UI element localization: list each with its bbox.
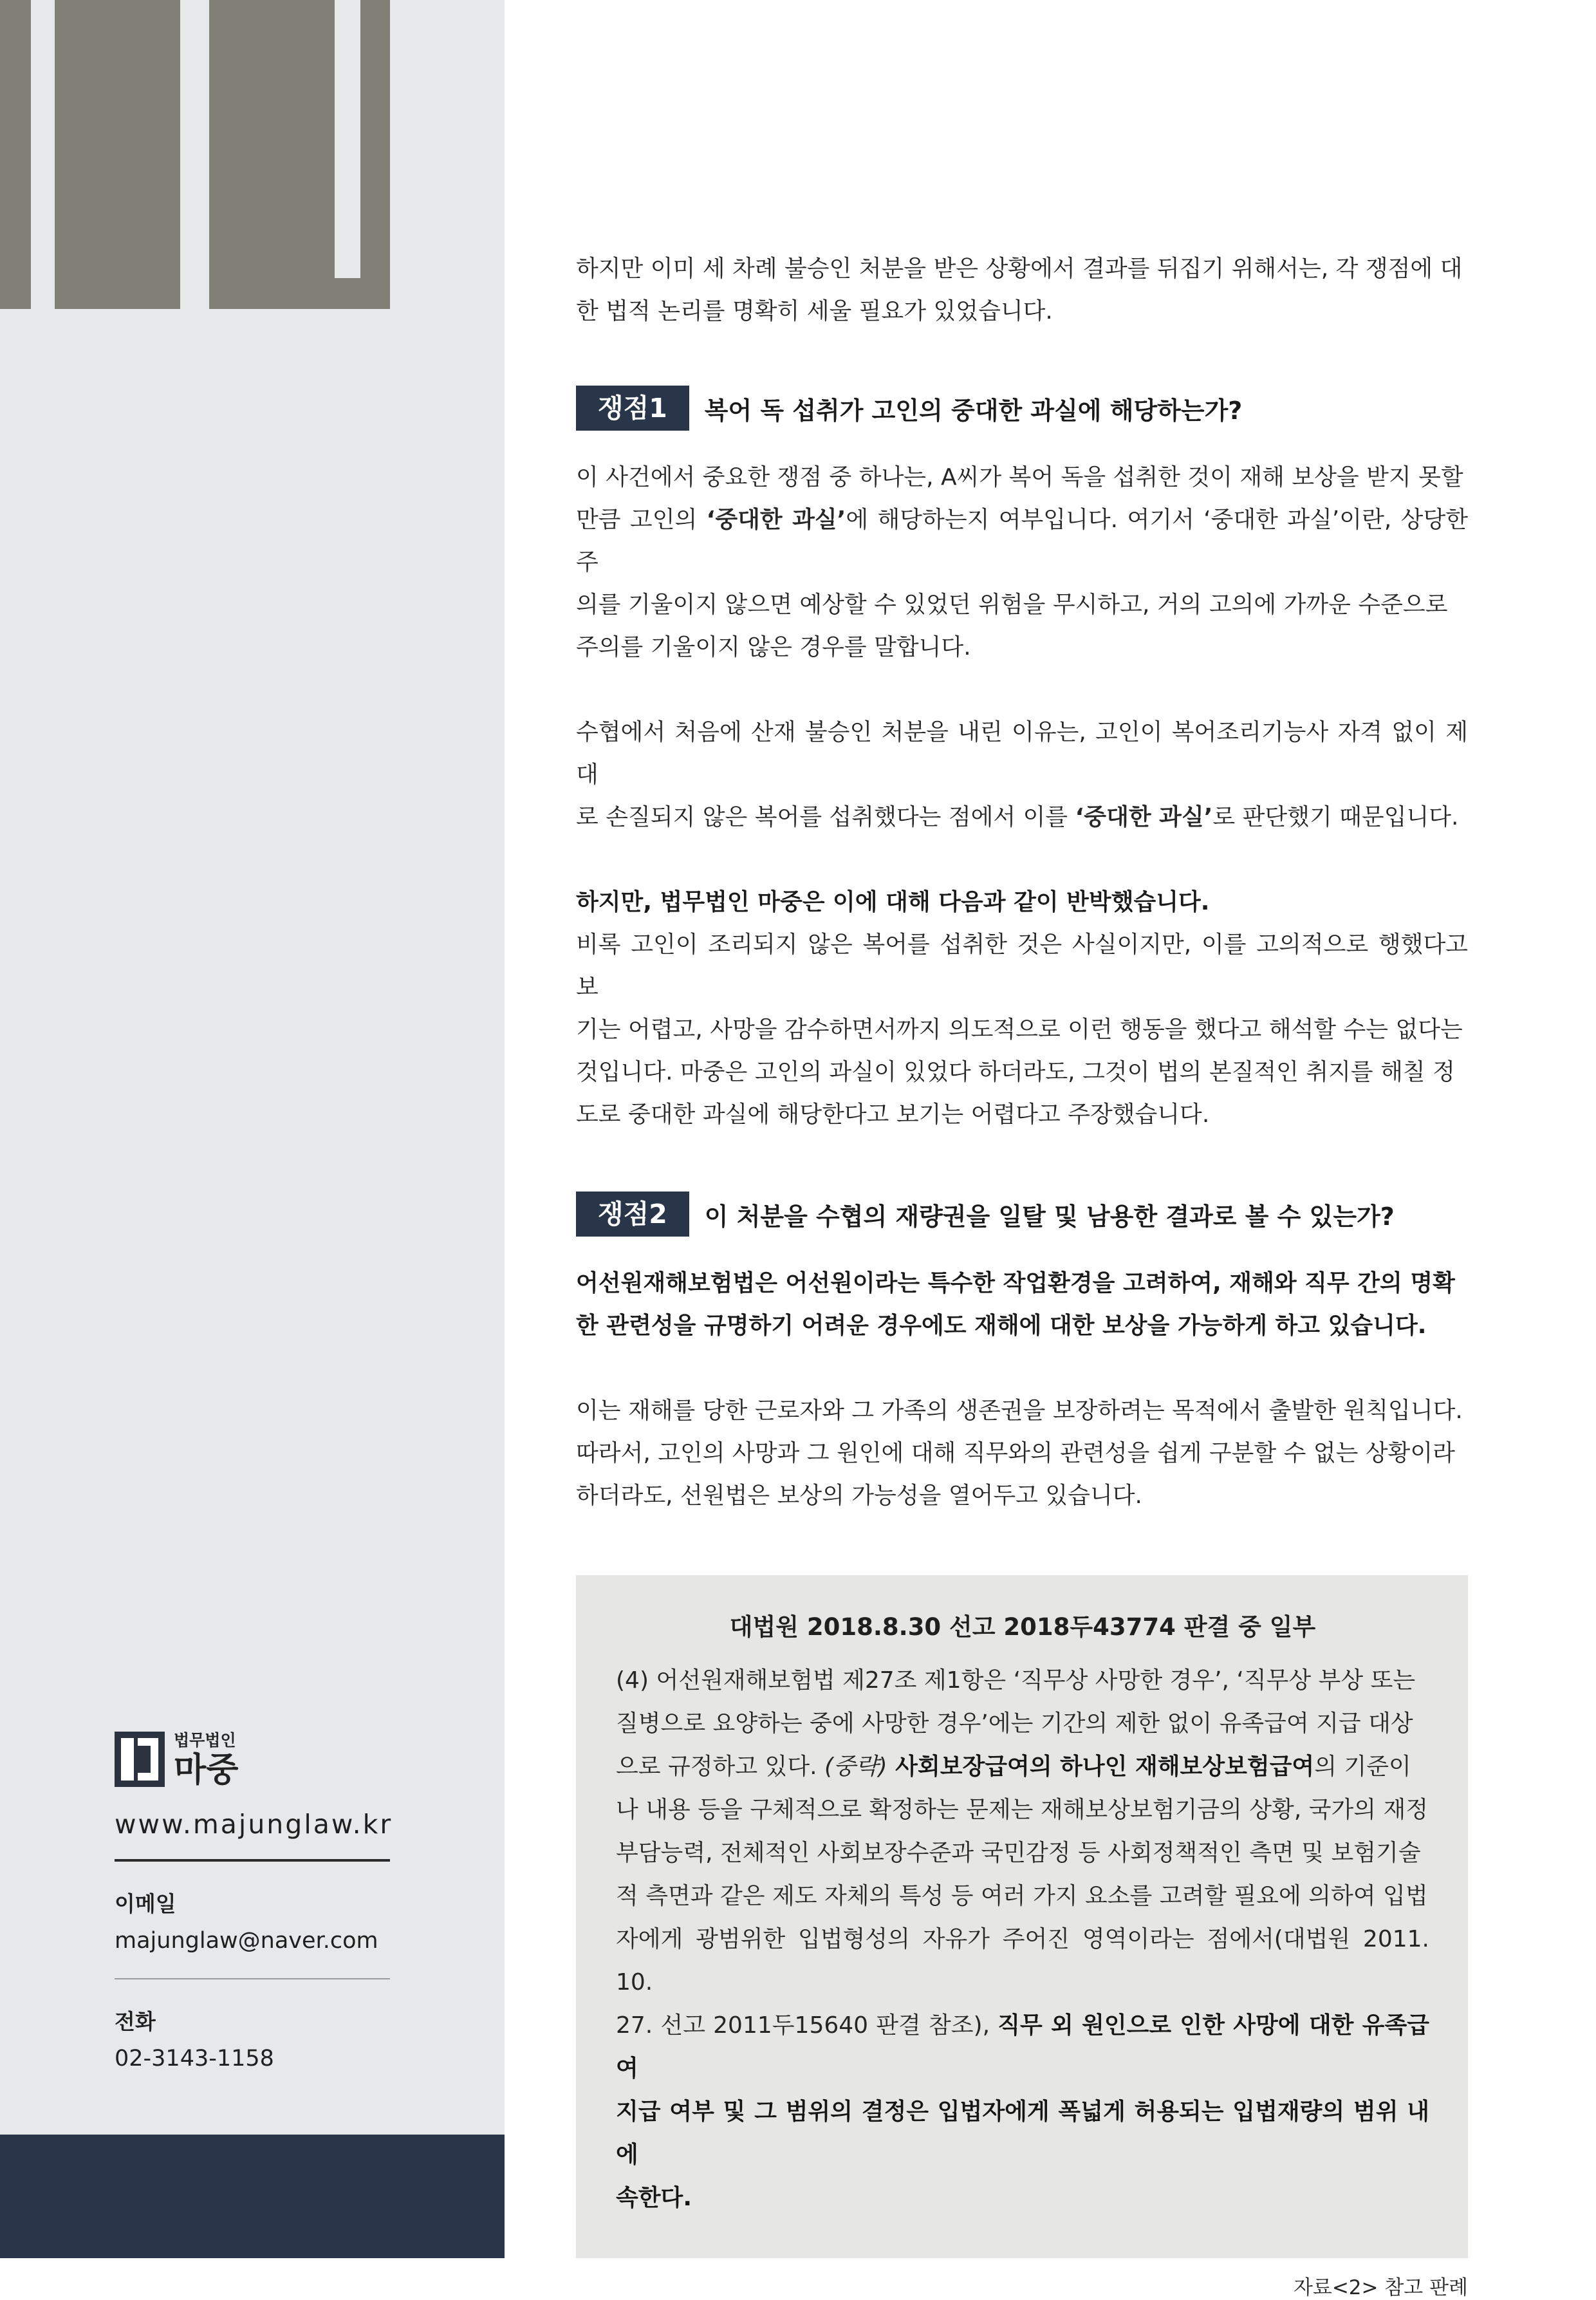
rebuttal-heading: 하지만, 법무법인 마중은 이에 대해 다음과 같이 반박했습니다. <box>576 889 1210 915</box>
text-span: 만큼 고인의 <box>576 507 707 533</box>
text-line: 주의를 기울이지 않은 경우를 말합니다. <box>576 634 971 660</box>
quote-line: (4) 어선원재해보험법 제27조 제1항은 ‘직무상 사망한 경우’, ‘직무상 부상 또는 <box>616 1667 1416 1694</box>
source-caption: 자료<2> 참고 판례 <box>1293 2276 1468 2299</box>
text-line <box>576 796 1468 839</box>
text-line: 것입니다. 마중은 고인의 과실이 있었다 하더라도, 그것이 법의 본질적인 취지를 해칠 정 <box>576 1059 1455 1085</box>
issue-2-header <box>576 1192 1468 1237</box>
issue-1-paragraph-1 <box>576 456 1468 669</box>
text-line: 어선원재해보험법은 어선원이라는 특수한 작업환경을 고려하여, 재해와 직무 간의 명확 <box>576 1270 1455 1296</box>
issue-1-tag: 쟁점1 <box>576 386 689 431</box>
text-line: 비록 고인이 조리되지 않은 복어를 섭취한 것은 사실이지만, 이를 고의적으로 행했다고 보 <box>576 931 1468 1000</box>
intro-line: 하지만 이미 세 차례 불승인 처분을 받은 상황에서 결과를 뒤집기 위해서는, 각 쟁점에 대 <box>576 256 1463 282</box>
deco-bar-2 <box>55 0 180 309</box>
firm-logo-sub: 법무법인 <box>174 1731 236 1750</box>
quote-line: 질병으로 요양하는 중에 사망한 경우’에는 기간의 제한 없이 유족급여 지급 대상 <box>616 1710 1413 1737</box>
text-line: 이 사건에서 중요한 쟁점 중 하나는, A씨가 복어 독을 섭취한 것이 재해 보상을 받지 못할 <box>576 464 1463 491</box>
deco-bar-5 <box>216 278 390 309</box>
emphasis-text: ‘중대한 과실’ <box>706 507 846 533</box>
text-span: 로 손질되지 않은 복어를 섭취했다는 점에서 이를 <box>576 804 1075 830</box>
issue-1-paragraph-3 <box>576 881 1468 1136</box>
text-line: 수협에서 처음에 산재 불승인 처분을 내린 이유는, 고인이 복어조리기능사 자격 없이 제대 <box>576 719 1468 788</box>
email-label: 이메일 <box>115 1891 176 1916</box>
text-line: 이는 재해를 당한 근로자와 그 가족의 생존권을 보장하려는 목적에서 출발한 원칙입니다. <box>576 1398 1463 1424</box>
deco-bar-4 <box>360 0 390 309</box>
issue-2-paragraph-2 <box>576 1390 1468 1517</box>
sidebar <box>0 0 505 2258</box>
deco-inner-bar <box>209 0 222 257</box>
text-span: 의 기준이 <box>1314 1753 1411 1780</box>
text-span: 에 해당하는지 여부입니다. 여기서 ‘중대한 과실’이란, 상당한 주 <box>576 507 1468 575</box>
text-line: 도로 중대한 과실에 해당한다고 보기는 어렵다고 주장했습니다. <box>576 1101 1210 1128</box>
contact-block <box>115 1732 391 2071</box>
intro-paragraph <box>576 248 1468 333</box>
firm-logo-mark-icon <box>115 1732 165 1787</box>
text-line <box>576 499 1468 584</box>
text-line: 하더라도, 선원법은 보상의 가능성을 열어두고 있습니다. <box>576 1482 1142 1509</box>
omission-mark: (중략) <box>824 1753 887 1780</box>
issue-2-title: 이 처분을 수협의 재량권을 일탈 및 남용한 결과로 볼 수 있는가? <box>704 1202 1395 1231</box>
emphasis-text: 속한다. <box>616 2185 692 2211</box>
emphasis-text: ‘중대한 과실’ <box>1075 804 1213 830</box>
text-line: 따라서, 고인의 사망과 그 원인에 대해 직무와의 관련성을 쉽게 구분할 수 없는 상황이라 <box>576 1440 1455 1466</box>
quote-line <box>616 2004 1429 2090</box>
issue-2-tag: 쟁점2 <box>576 1192 689 1237</box>
text-span: 로 판단했기 때문입니다. <box>1212 804 1459 830</box>
divider-thick <box>115 1859 390 1862</box>
quote-line <box>616 2090 1429 2176</box>
text-line: 한 관련성을 규명하기 어려운 경우에도 재해에 대한 보상을 가능하게 하고 있습니다. <box>576 1313 1427 1339</box>
main-content <box>576 248 1468 2300</box>
firm-logo <box>115 1731 391 1790</box>
court-ruling-quote <box>576 1575 1468 2258</box>
issue-1-header <box>576 386 1468 431</box>
quote-line: 자에게 광범위한 입법형성의 자유가 주어진 영역이라는 점에서(대법원 2011. 10. <box>616 1926 1429 1996</box>
phone-number[interactable]: 02-3143-1158 <box>115 2046 274 2071</box>
quote-title: 대법원 2018.8.30 선고 2018두43774 판결 중 일부 <box>729 1613 1316 1641</box>
issue-2-paragraph-1 <box>576 1262 1468 1347</box>
text-span: 27. 선고 2011두15640 판결 참조), <box>616 2012 998 2039</box>
quote-line: 적 측면과 같은 제도 자체의 특성 등 여러 가지 요소를 고려할 필요에 의하여 입법 <box>616 1883 1428 1909</box>
issue-1-paragraph-2 <box>576 711 1468 839</box>
deco-outline-frame <box>216 0 335 269</box>
emphasis-text: 지급 여부 및 그 범위의 결정은 입법자에게 폭넓게 허용되는 입법재량의 범위 내에 <box>616 2099 1429 2168</box>
emphasis-text: 직무 외 원인으로 인한 사망에 대한 유족급여 <box>616 2012 1429 2082</box>
quote-line: 부담능력, 전체적인 사회보장수준과 국민감정 등 사회정책적인 측면 및 보험기술 <box>616 1840 1421 1866</box>
quote-line <box>616 2176 1429 2220</box>
email-link[interactable]: majunglaw@naver.com <box>115 1928 378 1954</box>
quote-line <box>616 1745 1429 1788</box>
emphasis-text: 사회보장급여의 하나인 재해보상보험급여 <box>887 1753 1315 1780</box>
issue-1-title: 복어 독 섭취가 고인의 중대한 과실에 해당하는가? <box>704 396 1243 425</box>
intro-line: 한 법적 논리를 명확히 세울 필요가 있었습니다. <box>576 298 1053 324</box>
text-line: 기는 어렵고, 사망을 감수하면서까지 의도적으로 이런 행동을 했다고 해석할 수는 없다는 <box>576 1016 1463 1043</box>
deco-bar-1 <box>0 0 31 309</box>
website-link[interactable]: www.majunglaw.kr <box>115 1809 393 1840</box>
text-line: 의를 기울이지 않으면 예상할 수 있었던 위험을 무시하고, 거의 고의에 가까운 수준으로 <box>576 592 1448 618</box>
firm-logo-name: 마중 <box>174 1751 239 1790</box>
divider-thin <box>115 1978 390 1979</box>
sidebar-bottom-band <box>0 2135 505 2258</box>
quote-line: 나 내용 등을 구체적으로 확정하는 문제는 재해보상보험기금의 상황, 국가의 재정 <box>616 1797 1429 1823</box>
phone-label: 전화 <box>115 2009 156 2034</box>
text-span: 으로 규정하고 있다. <box>616 1753 824 1780</box>
